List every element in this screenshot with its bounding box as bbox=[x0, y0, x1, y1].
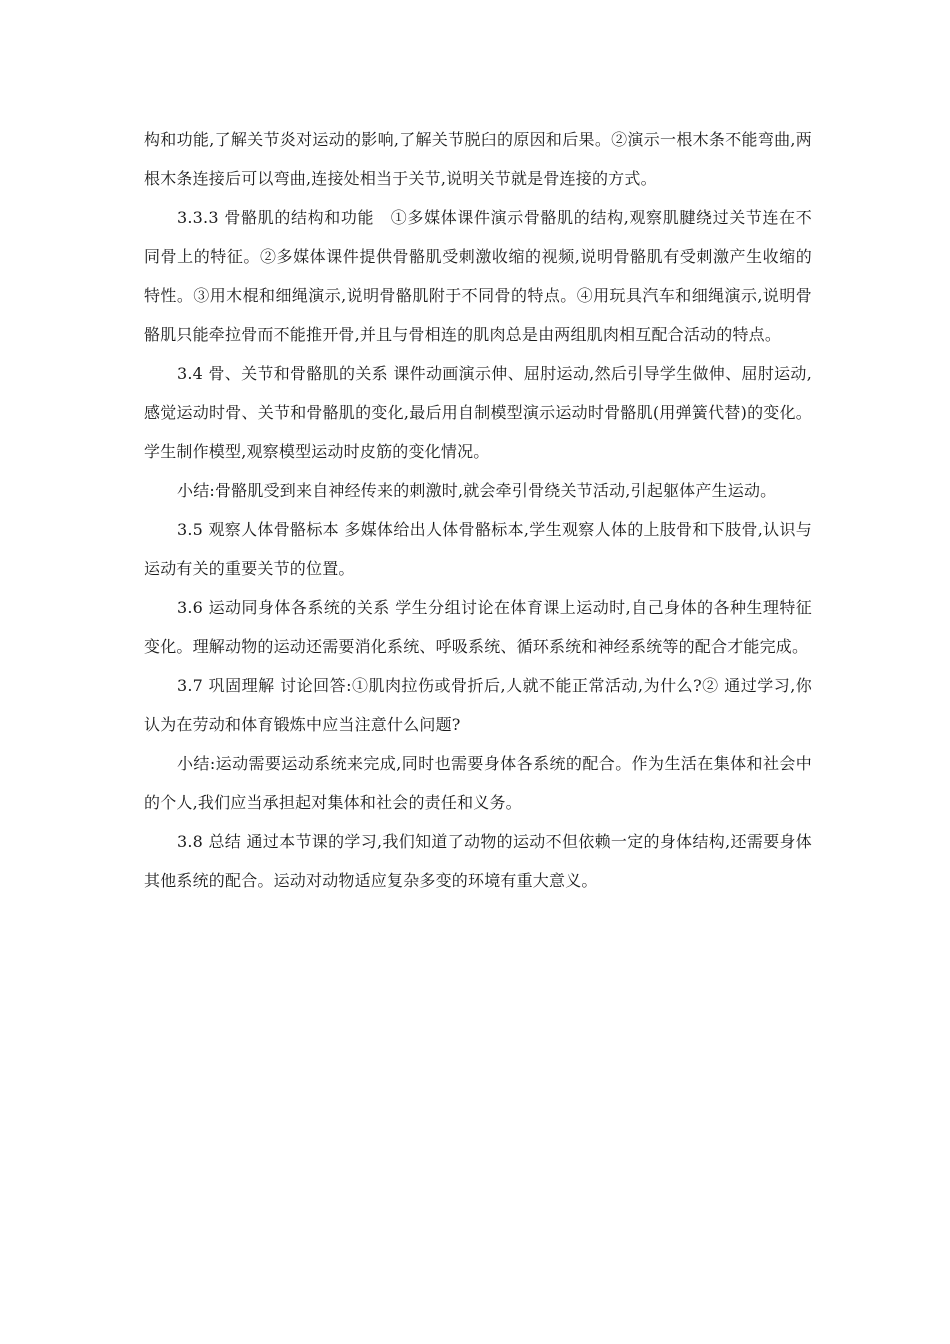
paragraph-3-4-bone-joint-muscle: 3.4 骨、关节和骨骼肌的关系 课件动画演示伸、屈肘运动,然后引导学生做伸、屈肘运动,感觉运动时骨、关节和骨骼肌的变化,最后用自制模型演示运动时骨骼肌(用弹簧代替)的变化。学生制作模型,观察模型运动时皮筋的变化情况。 bbox=[144, 364, 812, 461]
paragraph-3-6-body-systems: 3.6 运动同身体各系统的关系 学生分组讨论在体育课上运动时,自己身体的各种生理特征变化。理解动物的运动还需要消化系统、呼吸系统、循环系统和神经系统等的配合才能完成。 bbox=[144, 598, 812, 656]
paragraph-3-7-consolidation: 3.7 巩固理解 讨论回答:①肌肉拉伤或骨折后,人就不能正常活动,为什么?② 通过学习,你认为在劳动和体育锻炼中应当注意什么问题? bbox=[144, 676, 812, 734]
paragraph-summary-1: 小结:骨骼肌受到来自神经传来的刺激时,就会牵引骨绕关节活动,引起躯体产生运动。 bbox=[177, 481, 777, 500]
paragraph-continuation: 构和功能,了解关节炎对运动的影响,了解关节脱臼的原因和后果。②演示一根木条不能弯曲,两根木条连接后可以弯曲,连接处相当于关节,说明关节就是骨连接的方式。 bbox=[144, 130, 812, 188]
paragraph-summary-2: 小结:运动需要运动系统来完成,同时也需要身体各系统的配合。作为生活在集体和社会中的个人,我们应当承担起对集体和社会的责任和义务。 bbox=[144, 754, 812, 812]
paragraph-3-3-3-skeletal-muscle: 3.3.3 骨骼肌的结构和功能 ①多媒体课件演示骨骼肌的结构,观察肌腱绕过关节连在不同骨上的特征。②多媒体课件提供骨骼肌受刺激收缩的视频,说明骨骼肌有受刺激产生收缩的特性。③用木棍和细绳演示,说明骨骼肌附于不同骨的特点。④用玩具汽车和细绳演示,说明骨骼肌只能牵拉骨而不能推开骨,并且与骨相连的肌肉总是由两组肌肉相互配合活动的特点。 bbox=[144, 208, 812, 344]
document-body bbox=[144, 120, 812, 900]
paragraph-3-5-skeleton-specimen: 3.5 观察人体骨骼标本 多媒体给出人体骨骼标本,学生观察人体的上肢骨和下肢骨,认识与运动有关的重要关节的位置。 bbox=[144, 520, 812, 578]
paragraph-3-8-conclusion: 3.8 总结 通过本节课的学习,我们知道了动物的运动不但依赖一定的身体结构,还需要身体其他系统的配合。运动对动物适应复杂多变的环境有重大意义。 bbox=[144, 832, 812, 890]
